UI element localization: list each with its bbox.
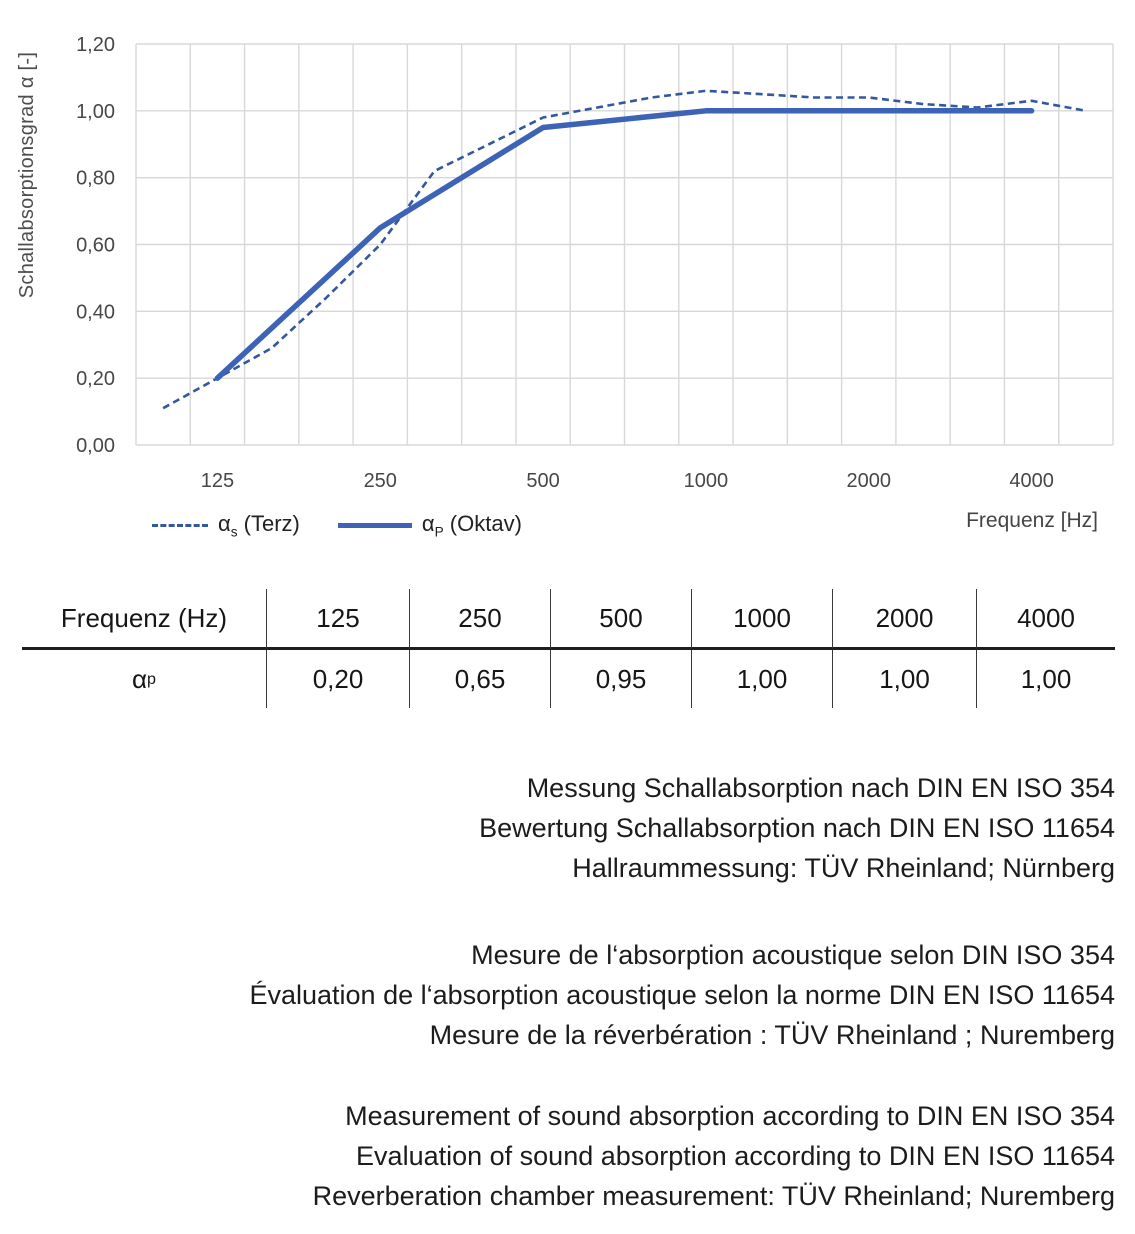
chart-legend: [152, 511, 522, 539]
table-header-cell: 4000: [976, 589, 1115, 650]
table-value-cell: 1,00: [976, 650, 1115, 708]
note-line-en-3: Reverberation chamber measurement: TÜV Rheinland; Nuremberg: [312, 1181, 1115, 1211]
legend-item-oktav: [338, 511, 522, 539]
note-line-en-2: Evaluation of sound absorption according to DIN EN ISO 11654: [356, 1141, 1115, 1171]
note-line-fr-1: Mesure de l‘absorption acoustique selon DIN ISO 354: [471, 940, 1115, 970]
note-line-de-1: Messung Schallabsorption nach DIN EN ISO 354: [526, 773, 1115, 803]
absorption-values-table: [22, 589, 1115, 708]
note-line-en-1: Measurement of sound absorption according to DIN EN ISO 354: [345, 1101, 1115, 1131]
notes-english: [20, 1096, 1115, 1216]
x-tick-label: 1000: [683, 470, 729, 492]
notes-french: [20, 935, 1115, 1055]
legend-label-oktav: $\alpha_P$ (Oktav): [421, 511, 522, 540]
legend-label-terz: $\alpha_s$ (Terz): [218, 511, 300, 540]
table-value-cell: 0,65: [409, 650, 550, 708]
note-line-fr-2: Évaluation de l‘absorption acoustique selon la norme DIN EN ISO 11654: [249, 980, 1115, 1010]
note-line-de-2: Bewertung Schallabsorption nach DIN EN ISO 11654: [479, 813, 1115, 843]
table-row-label-alpha-p: α p: [132, 663, 156, 694]
y-tick-label: 0,20: [76, 368, 115, 391]
solid-line-swatch-icon: [338, 523, 412, 528]
table-header-cell: 250: [409, 589, 550, 650]
table-value-cell: 0,95: [550, 650, 691, 708]
notes-german: [20, 768, 1115, 888]
table-header-cell: 1000: [691, 589, 832, 650]
table-header-cell: 125: [266, 589, 409, 650]
legend-item-terz: [152, 511, 300, 539]
x-tick-label: 4000: [1009, 470, 1054, 492]
x-tick-label: 125: [200, 470, 235, 492]
x-tick-label: 250: [363, 470, 397, 492]
note-line-fr-3: Mesure de la réverbération : TÜV Rheinland ; Nuremberg: [429, 1020, 1115, 1050]
y-tick-label: 0,80: [76, 167, 115, 190]
note-line-de-3: Hallraummessung: TÜV Rheinland; Nürnberg: [572, 853, 1115, 883]
y-tick-label: 1,00: [76, 100, 115, 123]
table-value-cell: 1,00: [832, 650, 976, 708]
y-axis-title: Schallabsorptionsgrad α [-]: [16, 51, 38, 299]
y-tick-label: 0,60: [76, 234, 115, 257]
table-value-cell: 1,00: [691, 650, 832, 708]
absorption-line-chart: [0, 0, 1135, 500]
x-axis-title: Frequenz [Hz]: [966, 509, 1098, 532]
table-header-frequency: Frequenz (Hz): [22, 589, 266, 650]
x-tick-label: 2000: [846, 470, 891, 492]
absorption-chart-area: [0, 0, 1135, 560]
x-tick-label: 500: [526, 470, 560, 492]
y-tick-label: 1,20: [76, 34, 115, 56]
table-header-cell: 2000: [832, 589, 976, 650]
y-tick-label: 0,00: [76, 435, 115, 457]
dashed-line-swatch-icon: [152, 524, 208, 527]
table-header-cell: 500: [550, 589, 691, 650]
table-value-cell: 0,20: [266, 650, 409, 708]
y-tick-label: 0,40: [76, 301, 115, 324]
